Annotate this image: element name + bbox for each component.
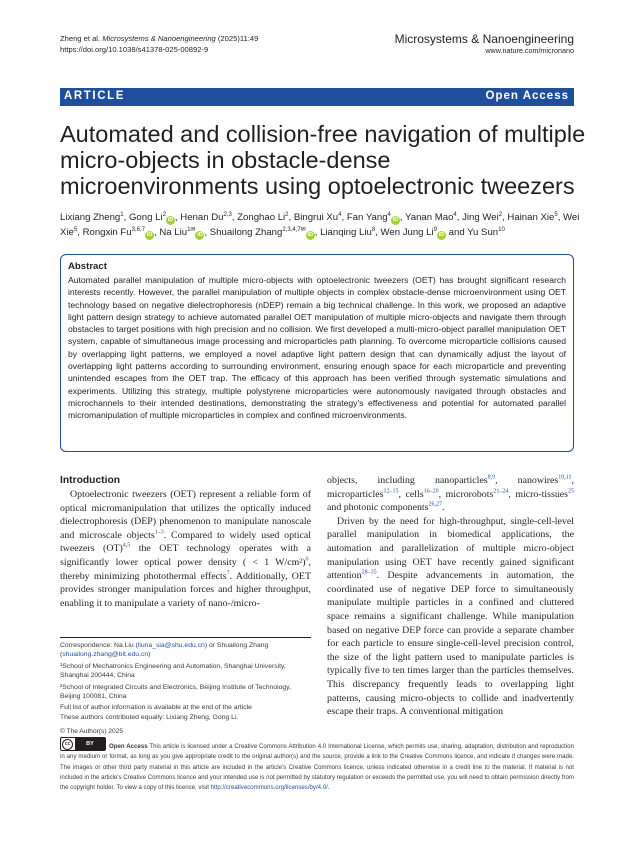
author-name: Fan Yang — [346, 212, 388, 223]
author-separator: and — [446, 227, 465, 238]
author-separator: , — [375, 227, 378, 238]
orcid-icon[interactable]: iD — [392, 217, 399, 223]
right-column — [327, 474, 574, 719]
intro-paragraph-1: Optoelectronic tweezers (OET) represent a reliable form of optical micromanipulation that utilizes the optically induced dielectrophoresis (DEP) phenomenon to manipulate nanoscale and microscale objects$^{1-3}$. Compared to widely used optical tweezers (OT)$^{4,5}$ the OET technology operates with a significantly lower optical power density ( < 1 W/cm²)$^6$, thereby minimizing photothermal effects$^7$. Additionally, OET provides stronger manipulation forces and higher throughput, enabling it to manipulate a variety of nano-/micro- — [60, 489, 312, 609]
footnotes — [60, 641, 311, 722]
citation-ref[interactable]: 4,5 — [122, 543, 131, 550]
citation-ref[interactable]: 10,11 — [558, 474, 572, 481]
citation-ref[interactable]: 1–3 — [154, 529, 164, 536]
footnote-divider — [60, 637, 311, 638]
citation-ref[interactable]: 12–15 — [383, 488, 399, 495]
author[interactable] — [159, 227, 207, 238]
author-name: Na Liu — [159, 227, 188, 238]
author-affiliation-ref: 2,3,4,7✉ — [282, 226, 306, 233]
author[interactable] — [347, 212, 403, 223]
email-link[interactable]: shuailong.zhang@bit.edu.cn — [62, 651, 149, 659]
author-name: Zonghao Li — [237, 212, 286, 223]
author[interactable] — [83, 227, 157, 238]
author[interactable] — [507, 212, 560, 223]
author-separator: , — [314, 227, 318, 238]
author[interactable] — [381, 227, 465, 238]
open-access-label: Open Access — [485, 90, 569, 102]
author[interactable] — [237, 212, 291, 223]
author-affiliation-ref: 2,3 — [223, 211, 232, 218]
author-affiliation-ref: 2 — [162, 211, 166, 218]
author-name: Henan Du — [180, 212, 224, 223]
citation-authors: Zheng et al. — [60, 34, 101, 43]
citation-ref[interactable]: 7 — [226, 570, 230, 577]
abstract-heading: Abstract — [68, 261, 107, 272]
author-separator: , — [231, 212, 235, 223]
author-name: Shuailong Zhang — [209, 227, 283, 238]
citation-ref[interactable]: 8,9 — [487, 474, 496, 481]
author-affiliation-ref: 8 — [371, 226, 376, 233]
author-separator: , — [77, 227, 80, 238]
journal-name: Microsystems & Nanoengineering — [394, 32, 574, 46]
left-column — [60, 474, 311, 610]
article-banner — [60, 88, 574, 106]
orcid-icon[interactable]: iD — [307, 232, 313, 238]
author[interactable] — [180, 212, 234, 223]
author-separator: , — [123, 212, 127, 223]
orcid-icon[interactable]: iD — [438, 232, 445, 238]
author-affiliation-ref: 5 — [73, 226, 78, 233]
author-name: Lixiang Zheng — [60, 212, 121, 223]
license-link[interactable]: http://creativecommons.org/licenses/by/4.0/ — [210, 784, 328, 792]
license-heading: Open Access — [109, 743, 148, 750]
author-affiliation-ref: 2 — [498, 211, 503, 218]
author-affiliation-ref: 2 — [285, 211, 289, 218]
author-name: Wen Jung Li — [380, 227, 434, 238]
author-separator: , — [456, 212, 460, 223]
citation-header — [60, 33, 258, 55]
author-separator: , — [204, 227, 208, 238]
citation-ref[interactable]: 21–24 — [493, 488, 509, 495]
article-type-label: ARTICLE — [64, 90, 126, 102]
citation-ref: (2025)11:49 — [217, 34, 259, 43]
citation-ref[interactable]: 16–20 — [423, 488, 439, 495]
author-separator: , — [153, 227, 157, 238]
author-list — [60, 210, 580, 240]
author-name: Lianqing Liu — [320, 227, 372, 238]
affiliation-2: ²School of Integrated Circuits and Electronics, Beijing Institute of Technology, Beijing 100081, China — [60, 683, 291, 701]
journal-url[interactable]: www.nature.com/micronano — [485, 46, 574, 55]
author-name: Wei Xie — [60, 212, 580, 238]
abstract-text: Automated parallel manipulation of multiple micro-objects with optoelectronic tweezers (OET) has brought significant research interests recently. However, the parallel manipulation of multiple objects in complex obstacle-dense microenvironment using OET technology based on negative dielectrophoresis (nDEP) remain a big technical challenge. In this work, we proposed an adaptive light pattern design strategy to achieve automated parallel OET manipulation of multiple micro-objects and navigate them through obstacles to target positions with high precision and no collision. We first developed a multi-micro-object parallel manipulation OET system, capable of simultaneous image processing and microparticles path planning. To overcome microparticle collisions caused by overlapping light patterns, we employed a novel adaptive light pattern design that can dynamically adjust the layout of overlapping light patterns according to surrounding environment, ensuring enough space for each microparticle and preventing unintended escapes from the OET trap. The efficacy of this approach has been verified through systematic simulations and experiments. Utilizing this strategy, multiple polystyrene microparticles were autonomously navigated through obstacles and microchannels to their intended destinations, demonstrating the strategy's effectiveness and potential for automated parallel micromanipulation of multiple microparticles in complex and confined microenvironments. — [68, 275, 566, 421]
author[interactable] — [405, 212, 459, 223]
cc-by-badge-icon[interactable]: cc BY — [60, 737, 106, 751]
author[interactable] — [210, 227, 318, 238]
orcid-icon[interactable]: iD — [197, 232, 203, 238]
doi-link[interactable]: https://doi.org/10.1038/s41378-025-00892-9 — [60, 45, 209, 54]
author-affiliation-ref: 1✉ — [187, 226, 196, 233]
equal-contribution-note: These authors contributed equally: Lixiang Zheng, Gong Li. — [60, 713, 239, 721]
affiliation-1: ¹School of Mechatronics Engineering and Automation, Shanghai University, Shanghai 200444, China — [60, 662, 286, 680]
section-heading-introduction: Introduction — [60, 475, 121, 486]
abstract-box — [60, 254, 574, 452]
author-affiliation-ref: 9 — [433, 226, 437, 233]
orcid-icon[interactable]: iD — [146, 232, 153, 238]
author[interactable] — [60, 212, 126, 223]
author[interactable] — [129, 212, 178, 223]
author[interactable] — [467, 227, 505, 238]
orcid-icon[interactable]: iD — [167, 217, 174, 223]
author-separator: , — [399, 212, 403, 223]
author-name: Yu Sun — [467, 227, 499, 238]
author-name: Gong Li — [128, 212, 163, 223]
full-list-note: Full list of author information is available at the end of the article — [60, 704, 252, 712]
intro-paragraph-2: Driven by the need for high-throughput, single-cell-level parallel manipulation in biomedical applications, the automation and parallelization of multiple micro-object manipulation using OET have recently gained significant attention$^{28-35}$. Despite advancements in automation, the coordinated use of negative DEP force to simultaneously manipulate multiple particles in a confined and cluttered space remains a significant challenge. While manipulation based on negative DEP force can provide a separate chamber for each particle to ensure single-cell-level precision control, the size of the light pattern used to manipulate particles is typically five to ten times larger than the particles themselves. This discrepancy frequently leads to overlapping light patterns, causing micro-objects to collide and inadvertently escape their traps. A conventional mitigation — [327, 515, 574, 718]
author-affiliation-ref: 4 — [387, 211, 391, 218]
author-name: Bingrui Xu — [293, 212, 339, 223]
author-affiliation-ref: 4 — [453, 211, 457, 218]
author-affiliation-ref: 10 — [498, 226, 505, 233]
author-separator: , — [288, 212, 292, 223]
email-link[interactable]: liuna_sia@shu.edu.cn — [137, 642, 205, 649]
citation-ref[interactable]: 26,27 — [428, 501, 442, 508]
author-separator: , — [502, 212, 505, 223]
author-affiliation-ref: 4 — [338, 211, 342, 218]
author-name: Jing Wei — [462, 212, 499, 223]
citation-ref[interactable]: 6 — [305, 556, 309, 563]
copyright: © The Author(s) 2025 — [60, 728, 124, 735]
author-name: Yanan Mao — [405, 212, 454, 223]
author-name: Rongxin Fu — [82, 227, 132, 238]
intro-paragraph-1-continued: objects, including nanoparticles$^{8,9}$, nanowires$^{10,11}$, microparticles$^{12-15}$, cells$^{16-20}$, microrobots$^{21-24}$, micro-tissues$^{25}$ and photonic components$^{26,27}$. — [327, 474, 574, 514]
author-affiliation-ref: 1 — [120, 211, 124, 218]
citation-ref[interactable]: 28–35 — [361, 569, 377, 576]
author[interactable] — [462, 212, 505, 223]
author-separator: , — [557, 212, 561, 223]
journal-header — [395, 32, 574, 56]
author-separator: , — [341, 212, 345, 223]
citation-ref[interactable]: 25 — [568, 488, 574, 495]
license-text: cc BY Open Access This article is licensed under a Creative Commons Attribution 4.0 International License, which permits use, sharing, adaptation, distribution and reproduction in any medium or format, as long as you give appropriate credit to the original author(s) and the source, provide a link to the Creative Commons licence, and indicate if changes were made. The images or other third party material in this article are included in the article's Creative Commons licence, unless indicated otherwise in a credit line to the material. If material is not included in the article's Creative Commons licence and your intended use is not permitted by statutory regulation or exceeds the permitted use, you will need to obtain permission directly from the copyright holder. To view a copy of this licence, visit http://creativecommons.org/licenses/by/4.0/. — [60, 737, 574, 793]
correspondence-note: Correspondence: Na Liu (liuna_sia@shu.edu.cn) or Shuailong Zhang (shuailong.zhang@bit.edu.cn) — [60, 642, 269, 659]
author-separator: , — [174, 212, 178, 223]
author-affiliation-ref: 5 — [554, 211, 558, 218]
author[interactable] — [320, 227, 378, 238]
citation-journal: Microsystems & Nanoengineering — [102, 34, 216, 43]
author[interactable] — [294, 212, 344, 223]
author-affiliation-ref: 3,6,7 — [131, 226, 145, 233]
author-name: Hainan Xie — [507, 212, 555, 223]
article-title: Automated and collision-free navigation of multiple micro-objects in obstacle-dense microenvironments using optoelectronic tweezers — [60, 121, 586, 199]
